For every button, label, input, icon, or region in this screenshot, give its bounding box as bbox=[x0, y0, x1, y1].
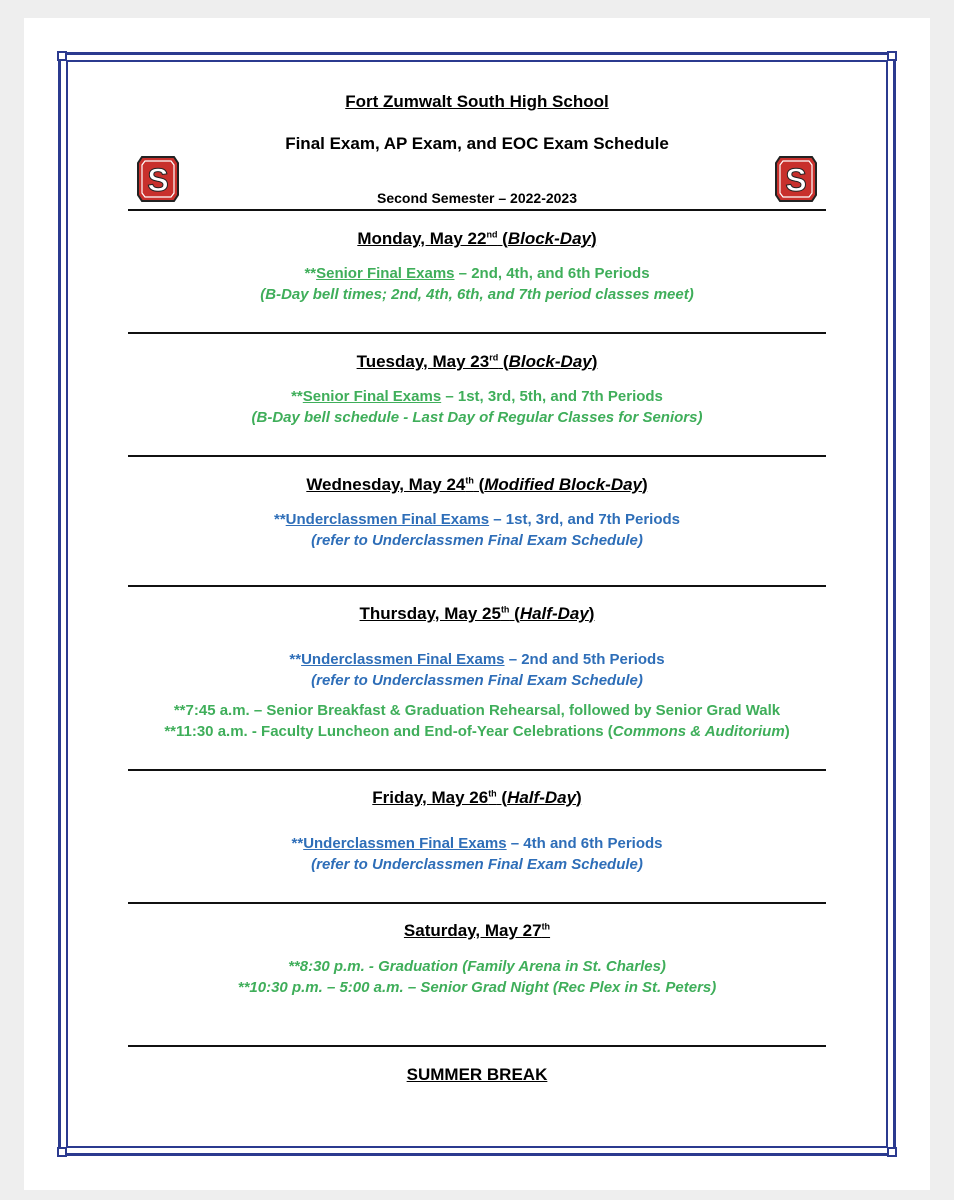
logo-letter: S bbox=[147, 162, 169, 198]
thursday-luncheon-line: **11:30 a.m. - Faculty Luncheon and End-of-Year Celebrations (Commons & Auditorium) bbox=[164, 723, 790, 740]
day-title-wednesday: Wednesday, May 24th (Modified Block-Day) bbox=[306, 475, 648, 494]
day-title-monday: Monday, May 22nd (Block-Day) bbox=[357, 229, 597, 248]
friday-note-line: (refer to Underclassmen Final Exam Schedule) bbox=[311, 856, 643, 873]
divider bbox=[128, 332, 826, 334]
logo-letter: S bbox=[785, 162, 807, 198]
thursday-breakfast-line: **7:45 a.m. – Senior Breakfast & Graduation Rehearsal, followed by Senior Grad Walk bbox=[173, 702, 781, 719]
underclassmen-final-exams-label: Underclassmen Final Exams bbox=[303, 835, 507, 852]
thursday-note-line: (refer to Underclassmen Final Exam Schedule) bbox=[311, 672, 643, 689]
semester-label: Second Semester – 2022-2023 bbox=[376, 190, 577, 206]
border-corner bbox=[887, 51, 897, 61]
day-title-thursday: Thursday, May 25th (Half-Day) bbox=[359, 604, 595, 623]
border-corner bbox=[887, 1147, 897, 1157]
border-corner bbox=[57, 1147, 67, 1157]
wednesday-note-line: (refer to Underclassmen Final Exam Schedule) bbox=[311, 532, 643, 549]
school-logo-right bbox=[774, 155, 818, 203]
senior-final-exams-label: Senior Final Exams bbox=[302, 388, 442, 405]
divider bbox=[128, 209, 826, 211]
schedule-title: Final Exam, AP Exam, and EOC Exam Schedule bbox=[285, 134, 669, 153]
tuesday-note-line: (B-Day bell schedule - Last Day of Regular Classes for Seniors) bbox=[251, 409, 703, 426]
school-logo-left bbox=[136, 155, 180, 203]
divider bbox=[128, 902, 826, 904]
border-corner bbox=[57, 51, 67, 61]
friday-exam-line: **Underclassmen Final Exams – 4th and 6th Periods bbox=[291, 835, 663, 852]
thursday-exam-line: **Underclassmen Final Exams – 2nd and 5th Periods bbox=[289, 651, 665, 668]
saturday-grad-night-line: **10:30 p.m. – 5:00 a.m. – Senior Grad Night (Rec Plex in St. Peters) bbox=[237, 979, 717, 996]
tuesday-exam-line: **Senior Final Exams – 1st, 3rd, 5th, and 7th Periods bbox=[291, 388, 663, 405]
underclassmen-final-exams-label: Underclassmen Final Exams bbox=[285, 511, 490, 528]
day-title-saturday: Saturday, May 27th bbox=[403, 921, 551, 940]
day-title-friday: Friday, May 26th (Half-Day) bbox=[372, 788, 582, 807]
divider bbox=[128, 1045, 826, 1047]
saturday-graduation-line: **8:30 p.m. - Graduation (Family Arena in St. Charles) bbox=[288, 958, 666, 975]
day-title-tuesday: Tuesday, May 23rd (Block-Day) bbox=[356, 352, 598, 371]
senior-final-exams-label: Senior Final Exams bbox=[316, 265, 455, 282]
divider bbox=[128, 769, 826, 771]
divider bbox=[128, 585, 826, 587]
underclassmen-final-exams-label: Underclassmen Final Exams bbox=[301, 651, 505, 668]
summer-break-label: SUMMER BREAK bbox=[406, 1065, 548, 1084]
monday-exam-line: **Senior Final Exams – 2nd, 4th, and 6th Periods bbox=[304, 265, 650, 282]
monday-note-line: (B-Day bell times; 2nd, 4th, 6th, and 7th period classes meet) bbox=[260, 286, 694, 303]
wednesday-exam-line: **Underclassmen Final Exams – 1st, 3rd, and 7th Periods bbox=[273, 511, 681, 528]
divider bbox=[128, 455, 826, 457]
school-name: Fort Zumwalt South High School bbox=[345, 92, 609, 111]
